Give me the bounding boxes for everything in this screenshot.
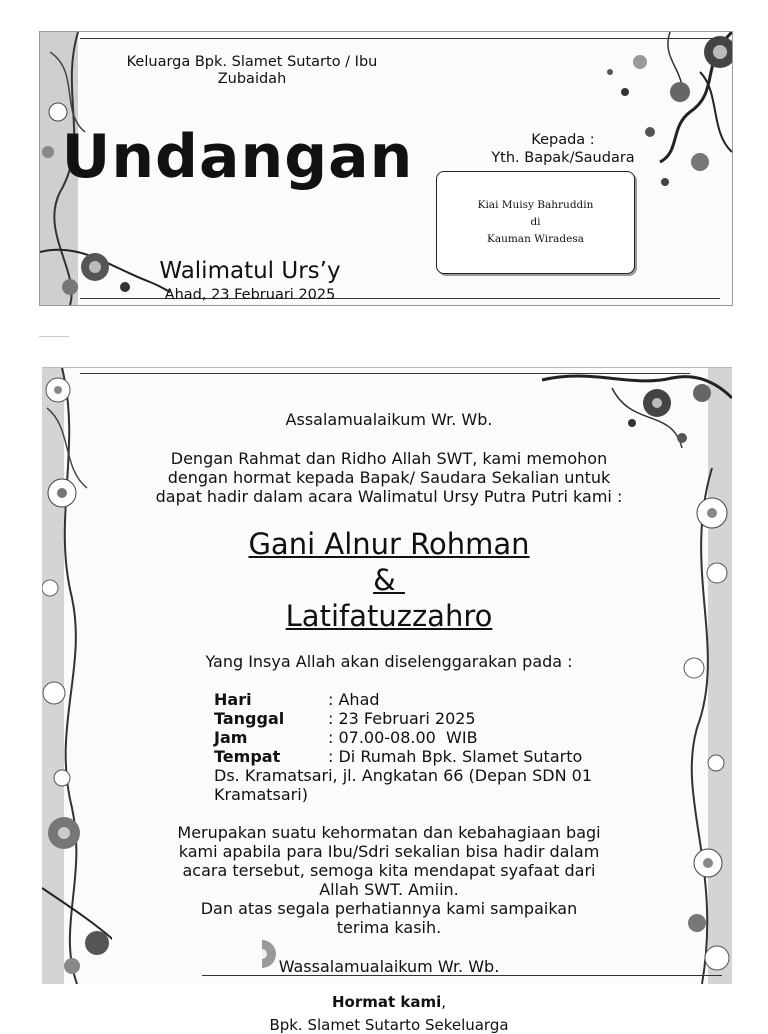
closing-line: kami apabila para Ibu/Sdri sekalian bisa hadir dalam bbox=[178, 842, 600, 861]
recipient-di: di bbox=[530, 216, 541, 228]
detail-row bbox=[214, 709, 684, 728]
family-name: Keluarga Bpk. Slamet Sutarto / Ibu Zubaidah bbox=[126, 54, 378, 87]
card-top-border bbox=[80, 373, 690, 374]
groom-name: Gani Alnur Rohman bbox=[248, 527, 530, 561]
detail-label: Tempat bbox=[214, 747, 281, 766]
detail-value: : Di Rumah Bpk. Slamet Sutarto bbox=[328, 747, 583, 766]
envelope-date: Ahad, 23 Februari 2025 bbox=[164, 287, 336, 303]
right-floral-ornament bbox=[580, 32, 732, 192]
recipient-place: Kauman Wiradesa bbox=[486, 233, 584, 245]
detail-row bbox=[214, 728, 684, 747]
opening-line: Dengan Rahmat dan Ridho Allah SWT, kami memohon bbox=[170, 449, 608, 468]
opening-line: dapat hadir dalam acara Walimatul Ursy Putra Putri kami : bbox=[155, 487, 623, 506]
closing-line: acara tersebut, semoga kita mendapat syafaat dari bbox=[182, 861, 596, 880]
farewell: Wassalamualaikum Wr. Wb. bbox=[278, 957, 500, 976]
recipient-name: Kiai Muisy Bahruddin bbox=[477, 199, 594, 211]
couple-names bbox=[42, 526, 732, 634]
envelope-subtitle: Walimatul Urs’y bbox=[159, 258, 341, 284]
detail-row bbox=[214, 690, 684, 709]
signature-heading bbox=[0, 993, 768, 1011]
opening-paragraph bbox=[42, 449, 732, 506]
envelope-title: Undangan bbox=[61, 122, 414, 192]
recipient-box bbox=[436, 171, 635, 274]
top-border-line bbox=[80, 38, 720, 39]
detail-value: : 23 Februari 2025 bbox=[328, 709, 476, 728]
ampersand: & bbox=[373, 563, 405, 597]
recipient-header bbox=[438, 131, 688, 167]
closing-line: Merupakan suatu kehormatan dan kebahagiaan bagi bbox=[177, 823, 601, 842]
detail-label: Tanggal bbox=[214, 709, 285, 728]
closing-line: terima kasih. bbox=[336, 918, 442, 937]
detail-row bbox=[214, 747, 684, 766]
hormat-label: Hormat kami bbox=[331, 993, 442, 1011]
hormat-comma: , bbox=[441, 993, 447, 1011]
bride-name: Latifatuzzahro bbox=[285, 599, 493, 633]
event-details bbox=[214, 690, 684, 804]
divider bbox=[39, 336, 69, 337]
greeting: Assalamualaikum Wr. Wb. bbox=[285, 410, 493, 429]
closing-paragraph bbox=[42, 823, 732, 937]
event-intro: Yang Insya Allah akan diselenggarakan pada : bbox=[205, 652, 573, 671]
sender-name: Bpk. Slamet Sutarto Sekeluarga bbox=[269, 1016, 509, 1034]
invitation-card bbox=[42, 367, 732, 984]
kepada-label: Kepada : bbox=[531, 132, 595, 148]
detail-label: Hari bbox=[214, 690, 252, 709]
closing-line: Allah SWT. Amiin. bbox=[319, 880, 459, 899]
envelope-card bbox=[39, 31, 733, 306]
opening-line: dengan hormat kepada Bapak/ Saudara Sekalian untuk bbox=[167, 468, 611, 487]
event-address: Ds. Kramatsari, jl. Angkatan 66 (Depan SDN 01 Kramatsari) bbox=[214, 766, 593, 804]
detail-label: Jam bbox=[214, 728, 248, 747]
detail-value: : 07.00-08.00 WIB bbox=[328, 728, 478, 747]
yth-label: Yth. Bapak/Saudara bbox=[491, 150, 635, 166]
closing-line: Dan atas segala perhatiannya kami sampaikan bbox=[200, 899, 578, 918]
detail-value: : Ahad bbox=[328, 690, 380, 709]
